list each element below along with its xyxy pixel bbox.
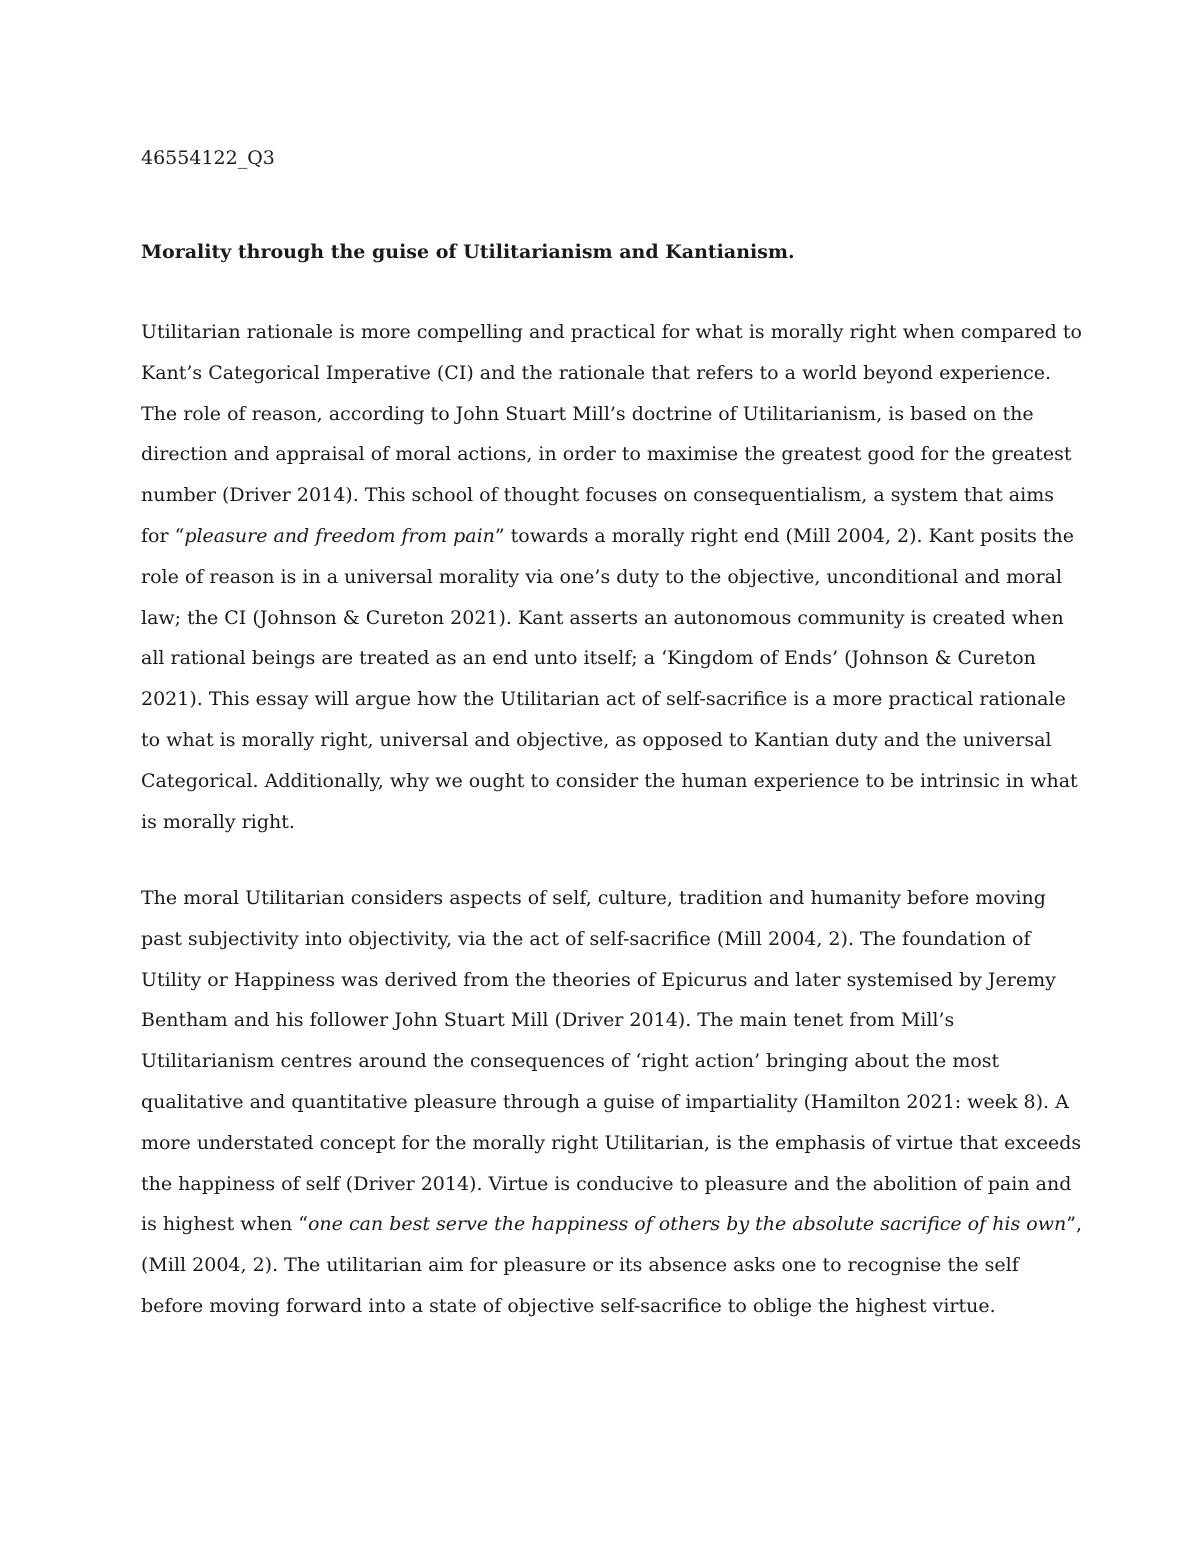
paragraph-line [141,769,1078,810]
line-text: 2021). This essay will argue how the Utilitarian act of self-sacrifice is a more practical rationale [141,688,1066,711]
line-text: Utility or Happiness was derived from the theories of Epicurus and later systemised by Jeremy [141,968,1056,991]
line-text: Utilitarian rationale is more compelling and practical for what is morally right when compared to [141,321,1082,343]
line-text: Kant’s Categorical Imperative (CI) and the rationale that refers to a world beyond experience. [141,361,1052,384]
line-text: ”, [1066,1213,1082,1236]
line-text: is morally right. [141,810,295,833]
line-text: more understated concept for the morally right Utilitarian, is the emphasis of virtue that exceeds [141,1131,1082,1154]
line-text: for “ [141,524,185,547]
line-text: Categorical. Additionally, why we ought to consider the human experience to be intrinsic in what [141,769,1078,792]
quoted-italic-text: one can best serve the happiness of others by the absolute sacrifice of his own [307,1213,1067,1236]
paragraph-line [141,886,1071,927]
paragraph-line [141,728,1071,769]
paragraph-line [141,1172,1071,1213]
quoted-italic-text: pleasure and freedom from pain [184,524,495,547]
paragraph-line [141,646,1071,687]
line-text: The moral Utilitarian considers aspects of self, culture, tradition and humanity before moving [141,887,1046,909]
line-text: law; the CI (Johnson & Cureton 2021). Kant asserts an autonomous community is created when [141,606,1064,629]
line-text: (Mill 2004, 2). The utilitarian aim for pleasure or its absence asks one to recognise the self [141,1254,1019,1277]
line-text: Bentham and his follower John Stuart Mill (Driver 2014). The main tenet from Mill’s [141,1009,955,1032]
line-text: before moving forward into a state of objective self-sacrifice to oblige the highest virtue. [141,1294,996,1317]
paragraph-line [141,1253,1071,1294]
body-paragraph-2 [141,886,1082,1335]
paragraph-line [141,1008,1071,1049]
paragraph-line [141,1294,1071,1335]
document-title: Morality through the guise of Utilitarianism and Kantianism. [141,241,795,263]
line-text: the happiness of self (Driver 2014). Virtue is conducive to pleasure and the abolition of pain and [141,1172,1072,1195]
line-text: is highest when “ [141,1213,308,1236]
paragraph-line [141,927,1071,968]
paragraph-line [141,1090,1071,1131]
paragraph-line [141,361,1071,402]
paragraph-line [141,524,1075,565]
paragraph-line [141,968,1071,1009]
line-text: number (Driver 2014). This school of thought focuses on consequentialism, a system that aims [141,484,1054,507]
paragraph-line [141,687,1071,728]
line-text: direction and appraisal of moral actions, in order to maximise the greatest good for the greatest [141,443,1072,466]
line-text: Utilitarianism centres around the consequences of ‘right action’ bringing about the most [141,1050,1000,1073]
body-paragraph-1 [141,320,1082,850]
paragraph-line [141,402,1071,443]
line-text: past subjectivity into objectivity, via the act of self-sacrifice (Mill 2004, 2). The foundation of [141,927,1031,950]
paragraph-line [141,442,1071,483]
line-text: role of reason is in a universal morality via one’s duty to the objective, unconditional and moral [141,565,1063,588]
line-text: The role of reason, according to John Stuart Mill’s doctrine of Utilitarianism, is based on the [141,402,1034,425]
line-text: to what is morally right, universal and objective, as opposed to Kantian duty and the universal [141,728,1052,751]
document-id: 46554122_Q3 [141,147,275,169]
paragraph-line [141,565,1071,606]
paragraph-line [141,320,1082,361]
paragraph-line [141,483,1071,524]
line-text: all rational beings are treated as an end unto itself; a ‘Kingdom of Ends’ (Johnson & Cureton [141,647,1036,670]
line-text: ” towards a morally right end (Mill 2004, 2). Kant posits the [494,524,1075,547]
paragraph-line [141,606,1071,647]
paragraph-line [141,810,1071,851]
line-text: qualitative and quantitative pleasure through a guise of impartiality (Hamilton 2021: week 8). A [141,1090,1069,1113]
paragraph-line [141,1212,1082,1253]
paragraph-line [141,1049,1071,1090]
paragraph-line [141,1131,1082,1172]
